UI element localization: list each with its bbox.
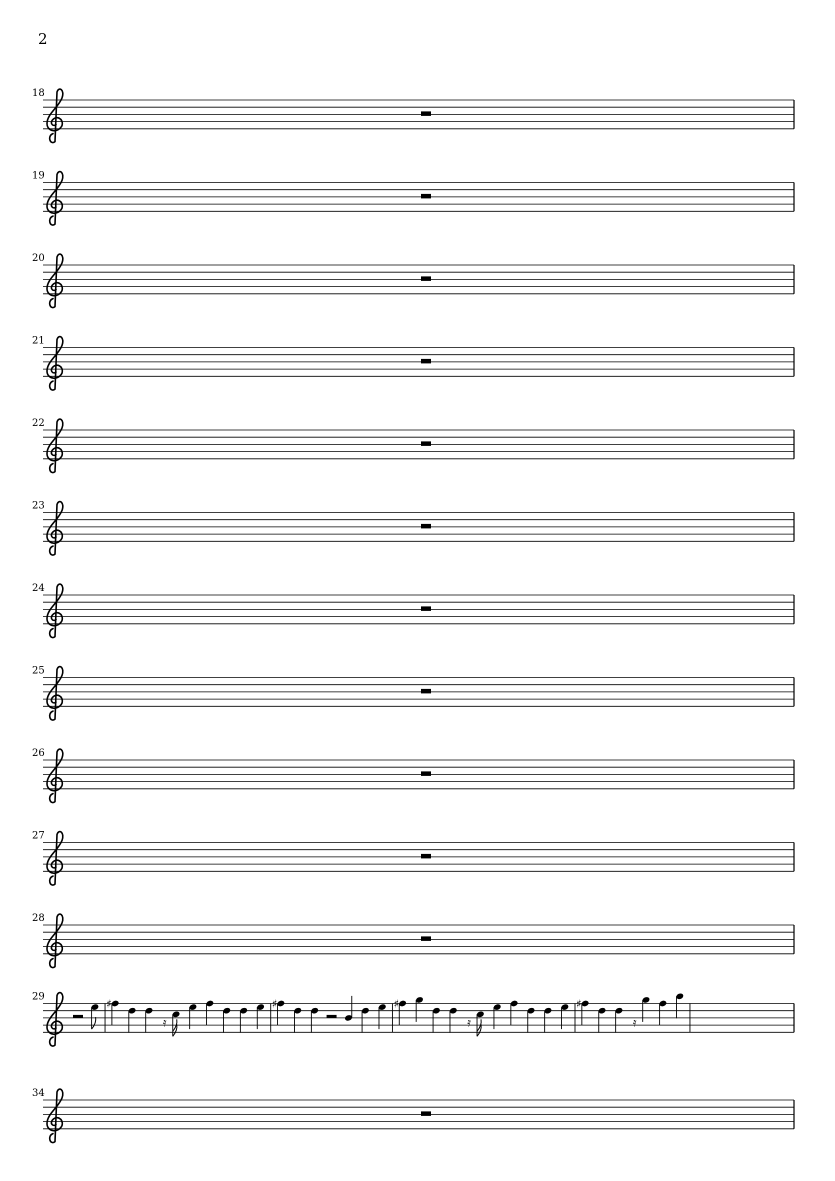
system xyxy=(32,253,794,308)
note xyxy=(206,1000,215,1026)
system xyxy=(32,418,794,473)
note xyxy=(272,998,285,1026)
measure-number: 21 xyxy=(32,335,45,347)
note xyxy=(449,1007,458,1033)
measure-number: 20 xyxy=(32,253,45,264)
note xyxy=(239,1007,248,1033)
note xyxy=(361,1007,370,1033)
note xyxy=(222,1007,231,1033)
multi-measure-rest xyxy=(421,359,431,364)
treble-clef-icon xyxy=(47,749,63,802)
treble-clef-icon xyxy=(47,584,63,637)
half-rest xyxy=(327,1015,337,1018)
sharp-icon: ♯ xyxy=(393,997,399,1011)
treble-clef-icon xyxy=(47,1089,63,1142)
sixteenth-rest: 𝄿 xyxy=(632,1015,637,1030)
multi-measure-rest xyxy=(421,771,431,776)
measure-number: 28 xyxy=(32,913,45,924)
system xyxy=(32,501,794,556)
multi-measure-rest xyxy=(421,606,431,611)
system xyxy=(32,666,794,721)
multi-measure-rest xyxy=(421,276,431,281)
treble-clef-icon xyxy=(47,914,63,967)
multi-measure-rest xyxy=(421,854,431,859)
treble-clef-icon xyxy=(47,993,63,1046)
system xyxy=(32,88,794,143)
sixteenth-rest: 𝄿 xyxy=(467,1015,471,1030)
measure-number: 24 xyxy=(32,583,45,594)
multi-measure-rest xyxy=(421,111,431,116)
measure-number: 19 xyxy=(32,170,45,182)
page-number: 2 xyxy=(38,30,48,48)
system xyxy=(32,992,794,1047)
measure-number: 29 xyxy=(32,991,45,1003)
multi-measure-rest xyxy=(421,689,431,694)
note xyxy=(576,998,589,1026)
multi-measure-rest xyxy=(421,194,431,199)
treble-clef-icon xyxy=(47,832,63,885)
system xyxy=(32,913,794,968)
sharp-icon: ♯ xyxy=(271,997,278,1011)
note xyxy=(659,1000,668,1026)
sixteenth-rest: 𝄿 xyxy=(162,1015,167,1030)
note xyxy=(106,998,119,1026)
system xyxy=(32,748,794,803)
note xyxy=(394,998,407,1026)
note xyxy=(676,993,685,1019)
measure-number: 18 xyxy=(32,88,45,99)
measure-number: 25 xyxy=(32,665,45,677)
note xyxy=(544,1007,553,1033)
note xyxy=(510,1000,519,1026)
note xyxy=(527,1007,536,1033)
half-rest xyxy=(73,1015,83,1018)
sharp-icon: ♯ xyxy=(106,997,112,1011)
system xyxy=(32,583,794,638)
treble-clef-icon xyxy=(47,667,63,720)
system xyxy=(32,336,794,391)
measure-number: 34 xyxy=(32,1088,45,1099)
treble-clef-icon xyxy=(47,419,63,472)
multi-measure-rest xyxy=(421,441,431,446)
note xyxy=(128,1007,137,1033)
treble-clef-icon xyxy=(47,89,63,142)
multi-measure-rest xyxy=(421,1111,431,1116)
flag xyxy=(92,1017,96,1029)
note xyxy=(310,1007,319,1033)
measure-number: 23 xyxy=(32,500,45,512)
note xyxy=(615,1007,624,1033)
note xyxy=(293,1007,302,1033)
multi-measure-rest xyxy=(421,524,431,529)
measure-number: 27 xyxy=(32,830,45,842)
measure-number: 22 xyxy=(32,418,45,429)
note xyxy=(598,1007,607,1033)
system xyxy=(32,1088,794,1143)
system xyxy=(32,171,794,226)
note xyxy=(145,1007,154,1033)
multi-measure-rest xyxy=(421,936,431,941)
sharp-icon: ♯ xyxy=(576,997,582,1011)
note xyxy=(432,1007,441,1033)
treble-clef-icon xyxy=(47,337,63,390)
measure-number: 26 xyxy=(32,748,45,759)
note xyxy=(344,996,353,1022)
system xyxy=(32,831,794,886)
treble-clef-icon xyxy=(47,254,63,307)
treble-clef-icon xyxy=(47,172,63,225)
treble-clef-icon xyxy=(47,502,63,555)
